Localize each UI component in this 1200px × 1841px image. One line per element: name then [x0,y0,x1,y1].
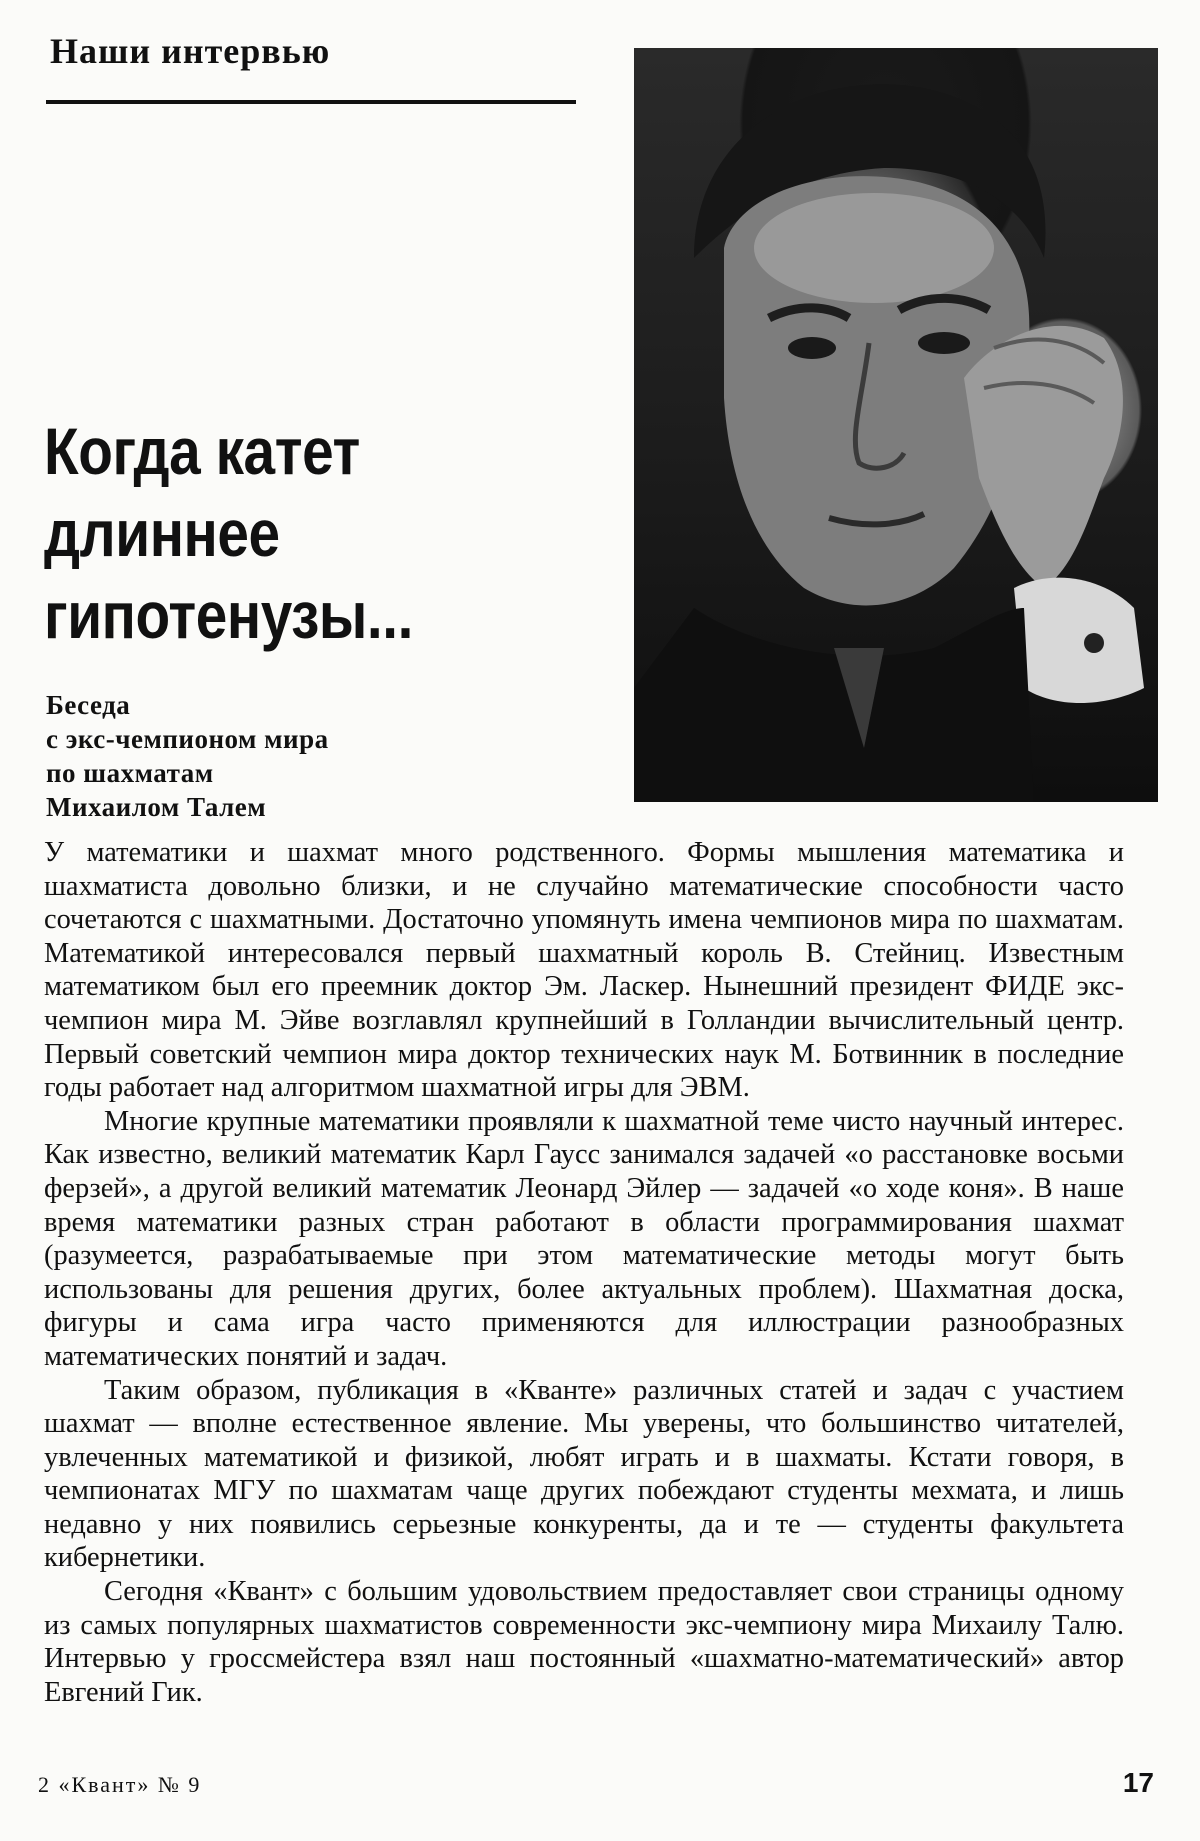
title-line: Когда катет [44,414,360,488]
subtitle-line: Михаилом Талем [46,792,267,822]
rubric-divider [46,100,576,104]
title-line: длиннее [44,496,280,570]
portrait-illustration [634,48,1158,802]
page-number: 17 [1122,1767,1154,1798]
article-subtitle [46,688,376,824]
article-title [44,410,413,656]
title-line: гипотенузы... [44,578,413,652]
paragraph: У математики и шахмат много родственного. Формы мышления математика и шахматиста довольно близки, и не случайно математические способности часто сочетаются с шахматными. Достаточно упомянуть имена чемпионов мира по шахматам. Математикой интересовался первый шахматный король В. Стейниц. Известным математиком был его преемник доктор Эм. Ласкер. Нынешний президент ФИДЕ экс-чемпион мира М. Эйве возглавлял крупнейший в Голландии вычислительный центр. Первый советский чемпион мира доктор технических наук М. Ботвинник в последние годы работает над алгоритмом шахматной игры для ЭВМ. [44,837,1124,1104]
subtitle-line: с экс-чемпионом мира [46,724,329,754]
rubric-heading: Наши интервью [50,31,331,71]
subtitle-line: по шахматам [46,758,214,788]
portrait-photo [634,48,1158,802]
paragraph: Многие крупные математики проявляли к шахматной теме чисто научный интерес. Как известно, великий математик Карл Гаусс занимался задачей «о расстановке восьми ферзей», а другой великий математик Леонард Эйлер — задачей «о ходе коня». В наше время математики разных стран работают в области программирования шахмат (разумеется, разрабатываемые при этом математические методы могут быть использованы для решения других, более актуальных проблем). Шахматная доска, фигуры и сама игра часто применяются для иллюстрации разнообразных математических понятий и задач. [44,1105,1124,1372]
paragraph: Таким образом, публикация в «Кванте» различных статей и задач с участием шахмат — вполне естественное явление. Мы уверены, что большинство читателей, увлеченных математикой и физикой, любят играть и в шахматы. Кстати говоря, в чемпионатах МГУ по шахматам чаще других побеждают студенты мехмата, и лишь недавно у них появились серьезные конкуренты, да и те — студенты факультета кибернетики. [44,1374,1124,1574]
paragraph: Сегодня «Квант» с большим удовольствием предоставляет свои страницы одному из самых популярных шахматистов современности экс-чемпиону мира Михаилу Талю. Интервью у гроссмейстера взял наш постоянный «шахматно-математический» автор Евгений Гик. [44,1576,1124,1708]
subtitle-line: Беседа [46,690,131,720]
article-body [44,836,1124,1709]
journal-footer: 2 «Квант» № 9 [38,1772,202,1797]
